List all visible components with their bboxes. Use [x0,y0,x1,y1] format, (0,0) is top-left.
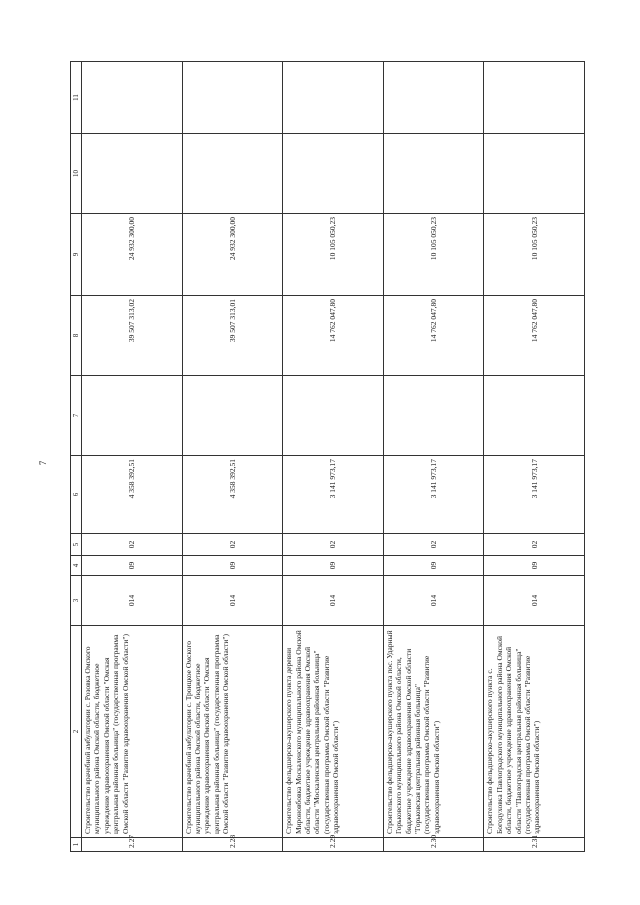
table-container [70,62,585,852]
amount-cell: 39 507 313,01 [182,296,283,376]
code-cell: 09 [182,556,283,576]
code-cell: 09 [383,556,484,576]
amount-cell [484,376,585,456]
header-row [71,62,82,852]
amount-cell: 14 762 047,80 [383,296,484,376]
header-cell: 10 [71,134,82,214]
code-cell: 09 [82,556,183,576]
rotated-table-frame [70,62,585,852]
code-cell: 014 [82,576,183,626]
amount-cell [383,376,484,456]
code-cell: 02 [82,534,183,556]
header-cell: 6 [71,456,82,534]
amount-cell [484,62,585,134]
amount-cell [383,62,484,134]
code-cell: 014 [484,576,585,626]
code-cell: 09 [484,556,585,576]
amount-cell [283,376,384,456]
code-cell: 02 [283,534,384,556]
row-number: 2.28 [182,838,283,852]
header-cell: 4 [71,556,82,576]
amount-cell: 24 932 300,00 [182,214,283,296]
amount-cell: 10 105 050,23 [383,214,484,296]
table-row [283,62,384,852]
amount-cell: 24 932 300,00 [82,214,183,296]
row-number: 2.27 [82,838,183,852]
amount-cell [82,376,183,456]
object-name: Строительство фельдшерско-акушерского пункта с. Богодуховка Павлоградского муниципального района Омской области, бюджетное учреждение здравоохранения Омской области "Павлоградская центральная районная больница" (государственная программа Омской области "Развитие здравоохранения Омской области") [484,626,585,838]
page-number: 7 [38,460,48,466]
object-name: Строительство врачебной амбулатории с. Розовка Омского муниципального района Омской области, бюджетное учреждение здравоохранения Омской области "Омская центральная районная больница" (государственная программа Омской области "Развитие здравоохранения Омской области") [82,626,183,838]
amount-cell: 10 105 050,23 [283,214,384,296]
amount-cell [182,62,283,134]
amount-cell [283,62,384,134]
amount-cell: 10 105 050,23 [484,214,585,296]
header-cell: 2 [71,626,82,838]
amount-cell [383,134,484,214]
amount-cell: 14 762 047,80 [283,296,384,376]
table-row [484,62,585,852]
code-cell: 02 [383,534,484,556]
table-row [383,62,484,852]
amount-cell [484,134,585,214]
header-cell: 3 [71,576,82,626]
amount-cell: 4 358 392,51 [182,456,283,534]
code-cell: 014 [383,576,484,626]
header-cell: 1 [71,838,82,852]
amount-cell: 3 141 973,17 [283,456,384,534]
code-cell: 02 [182,534,283,556]
table-row [82,62,183,852]
row-number: 2.31 [484,838,585,852]
code-cell: 02 [484,534,585,556]
amount-cell [182,134,283,214]
code-cell: 014 [182,576,283,626]
object-name: Строительство врачебной амбулатории с. Троицкое Омского муниципального района Омской области, бюджетное учреждение здравоохранения Омской области "Омская центральная районная больница" (государственная программа Омской области "Развитие здравоохранения Омской области") [182,626,283,838]
table-row [182,62,283,852]
header-cell: 11 [71,62,82,134]
header-cell: 7 [71,376,82,456]
header-cell: 9 [71,214,82,296]
amount-cell: 3 141 973,17 [383,456,484,534]
budget-table [70,61,585,852]
row-number: 2.30 [383,838,484,852]
code-cell: 014 [283,576,384,626]
object-name: Строительство фельдшерско-акушерского пункта пос. Ударный Горьковского муниципального района Омской области, бюджетное учреждение здравоохранения Омской области "Горьковская центральная районная больница" (государственная программа Омской области "Развитие здравоохранения Омской области") [383,626,484,838]
amount-cell [82,134,183,214]
amount-cell: 3 141 973,17 [484,456,585,534]
code-cell: 09 [283,556,384,576]
amount-cell: 4 358 392,51 [82,456,183,534]
amount-cell: 39 507 313,02 [82,296,183,376]
amount-cell: 14 762 047,80 [484,296,585,376]
amount-cell [283,134,384,214]
header-cell: 5 [71,534,82,556]
row-number: 2.29 [283,838,384,852]
header-cell: 8 [71,296,82,376]
amount-cell [82,62,183,134]
amount-cell [182,376,283,456]
object-name: Строительство фельдшерско-акушерского пункта деревни Мироновбовка Москаленского муниципального района Омской области, бюджетное учреждение здравоохранения Омской области "Москаленская центральная районная больница" (государственная программа Омской области "Развитие здравоохранения Омской области") [283,626,384,838]
